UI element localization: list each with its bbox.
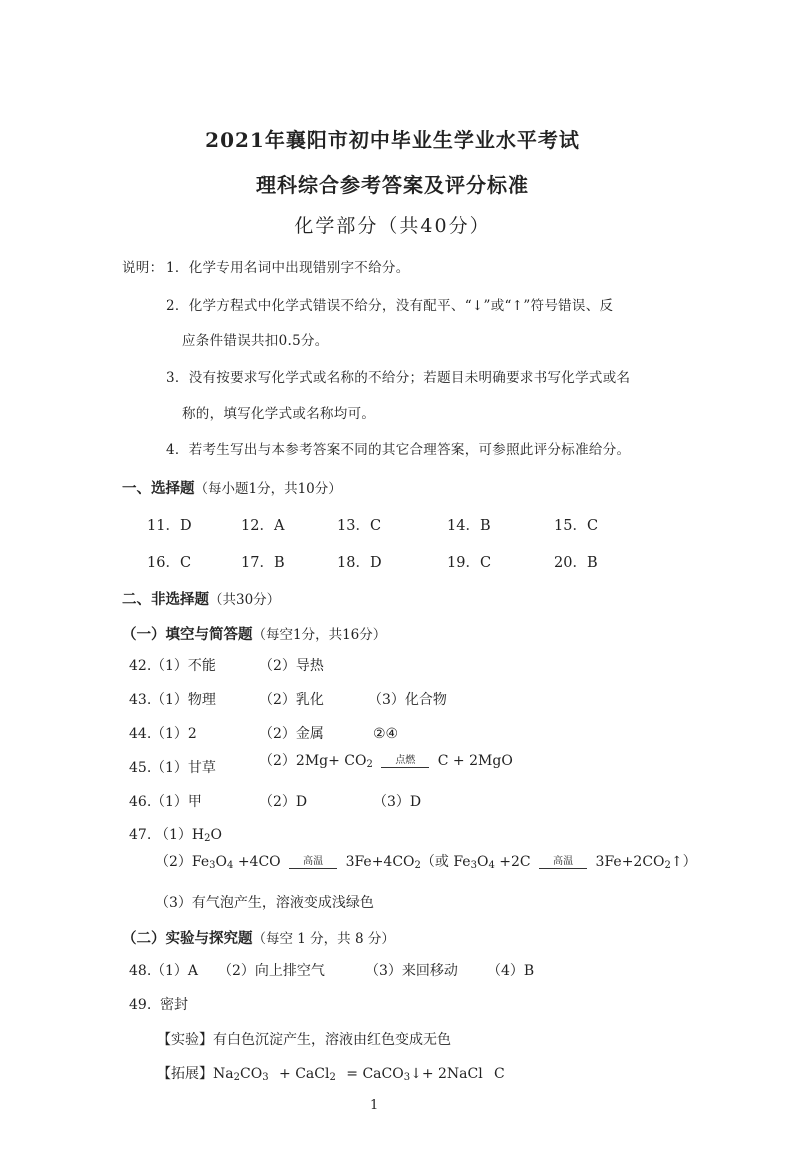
answer-15: 15．C (554, 518, 599, 534)
q49-extension: 【拓展】$Na_2CO_3$ + CaCl$_2$ = CaCO$_3$↓+ 2NaCl (157, 1066, 483, 1083)
section2-sub: （共30分） (209, 592, 281, 608)
reaction-condition: 高温 (289, 856, 337, 869)
q45-answer-1: （1）甘草 (151, 760, 216, 776)
answer-14: 14．B (447, 518, 491, 534)
q48-answer-2: （2）向上排空气 (218, 963, 325, 979)
q47-answer-1: $(1)H_2O$ (155, 827, 222, 844)
section2-heading (122, 588, 280, 609)
part2-sub: （每空 1 分，共 8 分） (252, 931, 395, 947)
answer-19: 19．C (447, 555, 492, 571)
title-line-2: 理科综合参考答案及评分标准 (256, 173, 529, 197)
section2-title: 二、非选择题 (122, 592, 209, 608)
q45-number: 45. (129, 760, 152, 776)
section1-sub: （每小题1分，共10分） (194, 481, 342, 497)
q45-equation: $(2)2Mg+ CO_2$ 点燃 C + 2MgO (259, 753, 513, 770)
answer-20: 20．B (554, 555, 598, 571)
part1-heading (122, 623, 386, 644)
q42-number: 42. (129, 658, 152, 674)
answer-12: 12．A (241, 518, 285, 534)
part1-title: （一）填空与简答题 (122, 627, 253, 643)
answer-16: 16．C (147, 555, 192, 571)
section1-title: 一、选择题 (122, 481, 195, 497)
note-1: 1．化学专用名词中出现错别字不给分。 (166, 260, 410, 276)
q44-answer-3: ②④ (373, 726, 399, 742)
q46-answer-2: （2）D (259, 794, 308, 810)
reaction-condition: 高温 (539, 856, 587, 869)
q44-answer-1: （1）2 (151, 726, 197, 742)
q49-answer-1: 密封 (160, 997, 188, 1013)
q46-answer-3: （3）D (373, 794, 422, 810)
q42-answer-2: （2）导热 (259, 658, 324, 674)
answer-17: 17．B (241, 555, 285, 571)
reaction-condition: 点燃 (381, 755, 429, 768)
q48-answer-1: （1）A (151, 963, 199, 979)
section1-heading (122, 477, 342, 498)
q46-answer-1: （1）甲 (151, 794, 202, 810)
part2-title: （二）实验与探究题 (122, 931, 253, 947)
answer-13: 13．C (337, 518, 382, 534)
q43-number: 43. (129, 692, 152, 708)
q44-number: 44. (129, 726, 152, 742)
q49-extension-answer: C (494, 1066, 505, 1082)
q46-number: 46. (129, 794, 152, 810)
note-3b: 称的，填写化学式或名称均可。 (182, 406, 376, 422)
answer-18: 18．D (337, 555, 382, 571)
note-3a: 3．没有按要求写化学式或名称的不给分；若题目未明确要求书写化学式或名 (166, 370, 631, 386)
q49-experiment: 【实验】有白色沉淀产生，溶液由红色变成无色 (157, 1032, 451, 1048)
answer-11: 11．D (147, 518, 192, 534)
part1-sub: （每空1分，共16分） (252, 627, 387, 643)
q48-number: 48. (129, 963, 152, 979)
note-4: 4．若考生写出与本参考答案不同的其它合理答案，可参照此评分标准给分。 (166, 442, 631, 458)
q47-answer-3: （3）有气泡产生，溶液变成浅绿色 (155, 895, 374, 911)
q47-answer-2: $(2)Fe_3O_4 +4CO$ 高温 $3Fe+4CO_2$（或 $Fe_3O_4 +2C$ 高温 $3Fe+2CO_2↑$） (155, 854, 697, 871)
q48-answer-4: （4）B (487, 963, 535, 979)
notes-label: 说明： (122, 260, 164, 276)
q43-answer-2: （2）乳化 (259, 692, 324, 708)
title-line-1: 2021年襄阳市初中毕业生学业水平考试 (205, 128, 580, 152)
q43-answer-3: （3）化合物 (368, 692, 447, 708)
part2-heading (122, 927, 395, 948)
q49-number: 49. (129, 997, 152, 1013)
note-2b: 应条件错误共扣0.5分。 (182, 333, 329, 349)
q43-answer-1: （1）物理 (151, 692, 216, 708)
q47-number: 47. (129, 827, 152, 843)
q48-answer-3: （3）来回移动 (365, 963, 458, 979)
title-line-3: 化学部分（共40分） (294, 215, 491, 237)
note-2a: 2．化学方程式中化学式错误不给分，没有配平、“↓”或“↑”符号错误、反 (166, 298, 614, 314)
page-number: 1 (370, 1098, 379, 1113)
q42-answer-1: （1）不能 (151, 658, 216, 674)
q44-answer-2: （2）金属 (259, 726, 324, 742)
